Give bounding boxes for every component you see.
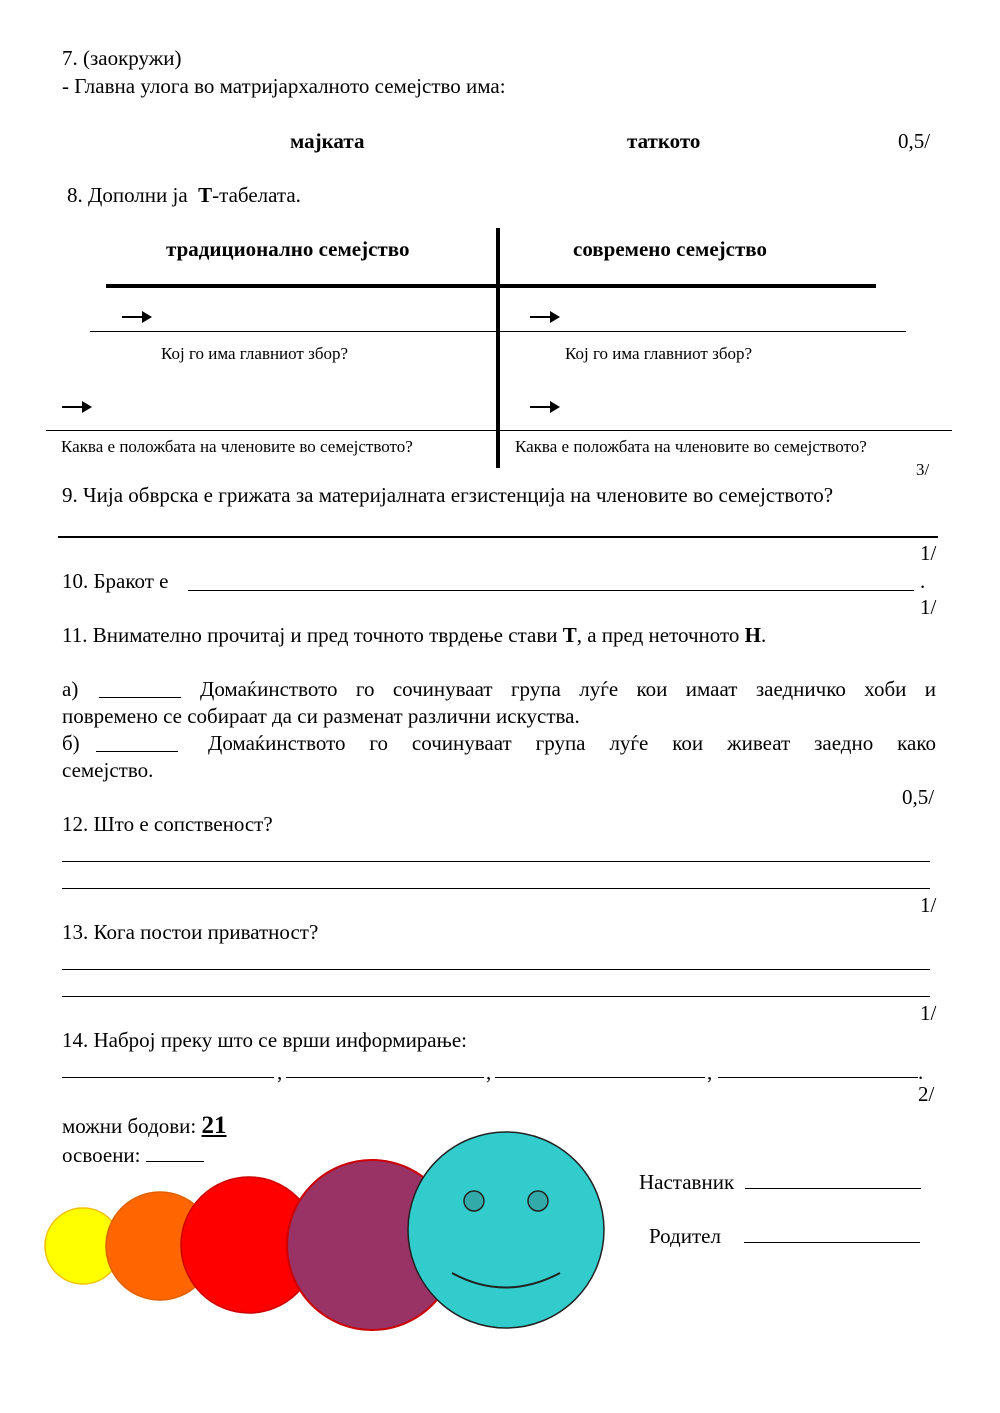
caterpillar-illustration xyxy=(0,1120,640,1350)
q11-points: 0,5/ xyxy=(902,785,935,809)
q10-period: . xyxy=(920,569,926,593)
q9-points: 1/ xyxy=(920,541,937,565)
q14-period: . xyxy=(918,1060,924,1084)
smiley-face-icon xyxy=(408,1132,604,1328)
t-table-vertical-bar xyxy=(496,228,500,468)
q10-points: 1/ xyxy=(920,595,937,619)
q11b-label: б) xyxy=(62,731,80,755)
answer-line-position[interactable] xyxy=(46,430,952,431)
t-table-question-position-right: Каква е положбата на членовите во семејството? xyxy=(515,437,867,456)
q11a-statement-line1: Домаќинството го сочинуваат група луѓе кои имаат заедничко хоби и xyxy=(200,677,936,701)
teacher-signature xyxy=(639,1170,921,1193)
q11b-statement-line1: Домаќинството го сочинуваат група луѓе кои живеат заедно како xyxy=(208,731,936,755)
q7-option-father[interactable]: таткото xyxy=(627,129,701,153)
t-table-question-vote-right: Кој го има главниот збор? xyxy=(565,344,753,363)
q7-option-mother[interactable]: мајката xyxy=(290,129,365,153)
arrow-right-icon xyxy=(122,316,150,318)
teacher-label: Наставник xyxy=(639,1170,735,1194)
arrow-right-icon xyxy=(530,316,558,318)
q10-answer-line[interactable] xyxy=(188,590,914,591)
smiley-left-eye xyxy=(464,1191,484,1211)
t-table-question-vote-left: Кој го има главниот збор? xyxy=(161,344,349,363)
answer-line-vote[interactable] xyxy=(90,331,906,332)
t-table-header-modern: современо семејство xyxy=(573,237,767,261)
q14-comma: , xyxy=(707,1060,713,1084)
q7-points: 0,5/ xyxy=(898,129,931,153)
q8-title xyxy=(67,185,301,206)
parent-label: Родител xyxy=(649,1224,721,1248)
arrow-right-icon xyxy=(530,406,558,408)
q8-title-prefix: 8. Дополни ја xyxy=(67,183,188,207)
q8-points: 3/ xyxy=(916,460,930,479)
t-table-header-traditional: традиционално семејство xyxy=(166,237,410,261)
possible-points-label: можни бодови: xyxy=(62,1114,197,1138)
q14-question: 14. Наброј преку што се врши информирање: xyxy=(62,1028,467,1052)
q11-instruction-text: 11. Внимателно прочитај и пред точното тврдење стави xyxy=(62,623,558,647)
q11-instruction-middle: , а пред неточното xyxy=(576,623,740,647)
q12-points: 1/ xyxy=(920,893,937,917)
teacher-signature-line[interactable] xyxy=(745,1170,921,1189)
q10-question: 10. Бракот е xyxy=(62,569,169,593)
smiley-right-eye xyxy=(528,1191,548,1211)
q8-title-letter: Т xyxy=(198,183,213,207)
earned-points-label: освоени: xyxy=(62,1143,141,1167)
q12-question: 12. Што е сопственост? xyxy=(62,812,273,836)
q13-points: 1/ xyxy=(920,1001,937,1025)
q12-answer-line[interactable] xyxy=(62,861,930,862)
q11-instruction-end: . xyxy=(760,623,767,647)
arrow-right-icon xyxy=(62,406,90,408)
q14-answer-blank[interactable] xyxy=(62,1077,274,1078)
q7-question: - Главна улога во матријархалното семејство има: xyxy=(62,74,506,98)
q13-question: 13. Кога постои приватност? xyxy=(62,920,319,944)
q14-points: 2/ xyxy=(918,1082,935,1106)
t-table-question-position-left: Каква е положбата на членовите во семејството? xyxy=(61,437,413,456)
q14-answer-blank[interactable] xyxy=(718,1077,918,1078)
parent-signature-line[interactable] xyxy=(744,1224,920,1243)
q13-answer-line[interactable] xyxy=(62,969,930,970)
smiley-head xyxy=(408,1132,604,1328)
q11a-answer-blank[interactable] xyxy=(99,697,181,698)
parent-signature xyxy=(649,1224,920,1247)
q9-answer-line[interactable] xyxy=(58,536,938,538)
possible-points-value: 21 xyxy=(201,1112,227,1139)
q13-answer-line[interactable] xyxy=(62,996,930,997)
q14-comma: , xyxy=(486,1060,492,1084)
q11a-statement-line2: повремено се собираат да си разменат различни искуства. xyxy=(62,704,580,728)
q11-true-letter: Т xyxy=(562,623,577,647)
q11a-label: а) xyxy=(62,677,79,701)
q9-question: 9. Чија обврска е грижата за материјалната егзистенција на членовите во семејството? xyxy=(62,483,834,507)
q11b-statement-line2: семејство. xyxy=(62,758,154,782)
q11b-answer-blank[interactable] xyxy=(96,751,178,752)
t-table-horizontal-bar xyxy=(106,284,876,288)
q11-instruction xyxy=(62,625,766,646)
q7-number: 7. (заокружи) xyxy=(62,46,182,70)
q14-answer-blank[interactable] xyxy=(286,1077,484,1078)
q8-title-suffix: -табелата. xyxy=(212,183,301,207)
q11-false-letter: Н xyxy=(744,623,761,647)
q14-answer-blank[interactable] xyxy=(495,1077,705,1078)
q12-answer-line[interactable] xyxy=(62,888,930,889)
q14-comma: , xyxy=(277,1060,283,1084)
